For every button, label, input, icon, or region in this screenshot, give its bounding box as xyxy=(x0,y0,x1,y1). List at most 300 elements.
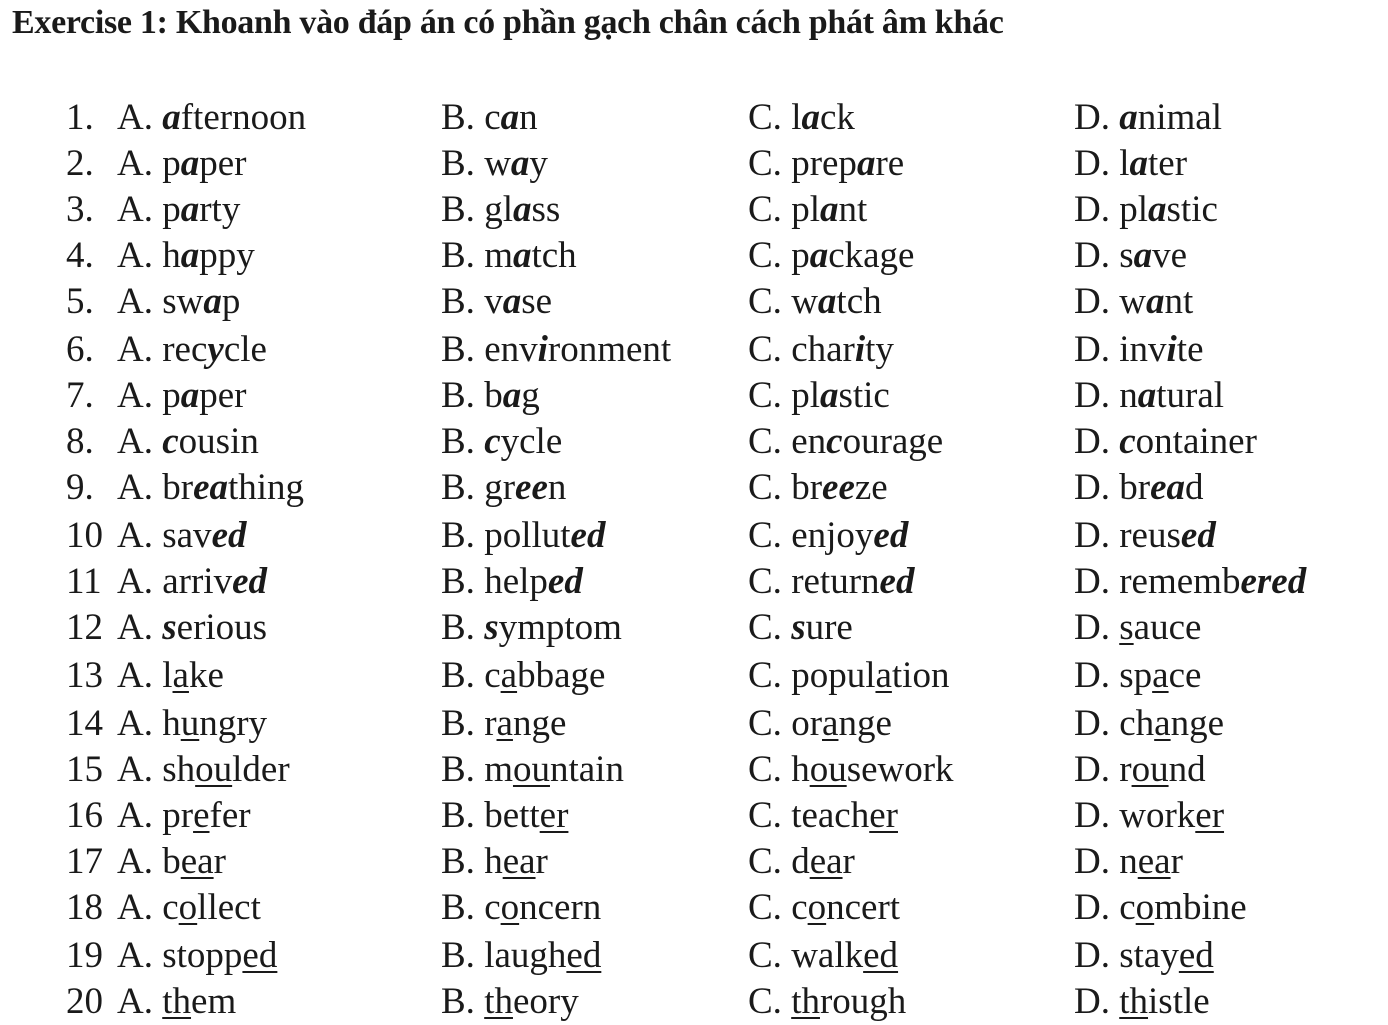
word-part: y xyxy=(529,143,548,184)
word-part: rough xyxy=(819,981,907,1022)
highlighted-letters: y xyxy=(207,329,224,370)
word-part: v xyxy=(484,281,503,322)
option-b[interactable] xyxy=(441,885,601,931)
option-d[interactable] xyxy=(1074,465,1204,511)
word-part: per xyxy=(199,143,247,184)
highlighted-letters: er xyxy=(539,795,569,836)
word-part: reus xyxy=(1119,515,1181,556)
option-b[interactable] xyxy=(441,653,605,699)
highlighted-letters: a xyxy=(809,235,829,276)
word-part: nge xyxy=(838,703,892,744)
option-a[interactable] xyxy=(117,327,267,373)
option-letter: B. xyxy=(441,887,475,928)
highlighted-letters: ed xyxy=(1178,935,1214,976)
highlighted-letters: i xyxy=(1166,329,1177,370)
option-letter: B. xyxy=(441,189,475,230)
option-letter: D. xyxy=(1074,515,1110,556)
option-c[interactable] xyxy=(748,327,894,373)
option-a[interactable] xyxy=(117,233,255,279)
option-a[interactable] xyxy=(117,979,236,1025)
question-number: 4. xyxy=(66,235,94,276)
option-a[interactable] xyxy=(117,793,251,839)
option-letter: B. xyxy=(441,375,475,416)
option-letter: D. xyxy=(1074,841,1110,882)
highlighted-letters: c xyxy=(826,421,843,462)
option-c[interactable] xyxy=(748,559,914,605)
highlighted-letters: ed xyxy=(863,935,899,976)
option-d[interactable] xyxy=(1074,95,1222,141)
question-number: 15 xyxy=(66,749,103,790)
option-letter: A. xyxy=(117,281,153,322)
option-d[interactable] xyxy=(1074,839,1183,885)
option-letter: D. xyxy=(1074,467,1110,508)
option-letter: D. xyxy=(1074,281,1110,322)
option-d[interactable] xyxy=(1074,747,1206,793)
word-part: ronment xyxy=(547,329,672,370)
option-b[interactable] xyxy=(441,559,583,605)
word-part: env xyxy=(484,329,538,370)
option-a[interactable] xyxy=(117,141,246,187)
word-part: tch xyxy=(531,235,577,276)
option-letter: C. xyxy=(748,703,782,744)
highlighted-letters: a xyxy=(180,375,200,416)
option-a[interactable] xyxy=(117,605,267,651)
question-row xyxy=(0,327,1388,373)
option-c[interactable] xyxy=(748,95,855,141)
question-number: 6. xyxy=(66,329,94,370)
option-letter: A. xyxy=(117,935,153,976)
highlighted-letters: ou xyxy=(809,749,847,790)
option-letter: C. xyxy=(748,189,782,230)
word-part: ngry xyxy=(199,703,268,744)
highlighted-letters: ed xyxy=(242,935,278,976)
word-part: en xyxy=(791,421,827,462)
option-d[interactable] xyxy=(1074,933,1214,979)
option-c[interactable] xyxy=(748,747,954,793)
option-a[interactable] xyxy=(117,419,259,465)
option-a[interactable] xyxy=(117,373,246,419)
option-c[interactable] xyxy=(748,793,898,839)
word-part: laugh xyxy=(484,935,567,976)
highlighted-letters: a xyxy=(500,97,520,138)
highlighted-letters: c xyxy=(1119,421,1136,462)
option-a[interactable] xyxy=(117,465,304,511)
word-part: c xyxy=(791,887,808,928)
option-d[interactable] xyxy=(1074,513,1216,559)
option-letter: C. xyxy=(748,749,782,790)
option-b[interactable] xyxy=(441,279,552,325)
word-part: nt xyxy=(838,189,868,230)
highlighted-letters: o xyxy=(1135,887,1155,928)
option-letter: D. xyxy=(1074,235,1110,276)
option-c[interactable] xyxy=(748,653,949,699)
word-part: nt xyxy=(1164,281,1194,322)
exercise-title: Exercise 1: Khoanh vào đáp án có phần gạch chân cách phát âm khác xyxy=(12,4,1004,41)
word-part: bett xyxy=(484,795,540,836)
word-part: br xyxy=(1119,467,1151,508)
highlighted-letters: ee xyxy=(515,467,548,508)
word-part: gl xyxy=(484,189,513,230)
option-c[interactable] xyxy=(748,933,898,979)
highlighted-letters: i xyxy=(854,329,866,370)
option-d[interactable] xyxy=(1074,605,1201,651)
highlighted-letters: ed xyxy=(566,935,602,976)
highlighted-letters: ea xyxy=(193,467,228,508)
word-part: ncern xyxy=(519,887,602,928)
option-a[interactable] xyxy=(117,701,267,747)
option-c[interactable] xyxy=(748,605,853,651)
option-a[interactable] xyxy=(117,559,267,605)
question-number: 18 xyxy=(66,887,103,928)
word-part: ve xyxy=(1152,235,1188,276)
question-number: 9. xyxy=(66,467,94,508)
option-b[interactable] xyxy=(441,513,605,559)
highlighted-letters: ea xyxy=(809,841,843,882)
option-b[interactable] xyxy=(441,141,548,187)
word-part: sp xyxy=(1119,655,1153,696)
highlighted-letters: ee xyxy=(822,467,855,508)
word-part: erious xyxy=(176,607,268,648)
option-d[interactable] xyxy=(1074,885,1247,931)
option-b[interactable] xyxy=(441,465,566,511)
option-a[interactable] xyxy=(117,885,261,931)
word-part: fer xyxy=(209,795,251,836)
option-d[interactable] xyxy=(1074,559,1306,605)
option-a[interactable] xyxy=(117,513,247,559)
word-part: n xyxy=(547,467,567,508)
option-letter: B. xyxy=(441,561,475,602)
option-b[interactable] xyxy=(441,979,579,1025)
option-b[interactable] xyxy=(441,373,540,419)
option-letter: D. xyxy=(1074,749,1110,790)
option-b[interactable] xyxy=(441,95,538,141)
highlighted-letters: er xyxy=(869,795,898,836)
option-letter: B. xyxy=(441,981,475,1022)
option-letter: C. xyxy=(748,515,782,556)
question-row xyxy=(0,279,1388,325)
highlighted-letters: a xyxy=(502,281,522,322)
word-part: g xyxy=(521,375,540,416)
option-letter: C. xyxy=(748,281,782,322)
option-d[interactable] xyxy=(1074,141,1187,187)
word-part: pl xyxy=(791,375,820,416)
option-d[interactable] xyxy=(1074,279,1193,325)
word-part: r xyxy=(213,841,226,882)
option-b[interactable] xyxy=(441,701,566,747)
word-part: ch xyxy=(1119,703,1155,744)
highlighted-letters: a xyxy=(822,703,839,744)
word-part: eory xyxy=(512,981,579,1022)
highlighted-letters: ed xyxy=(873,515,909,556)
question-number: 14 xyxy=(66,703,103,744)
question-row xyxy=(0,979,1388,1025)
highlighted-letters: a xyxy=(1137,375,1157,416)
highlighted-letters: a xyxy=(817,281,837,322)
word-part: stic xyxy=(1166,189,1218,230)
option-letter: C. xyxy=(748,841,782,882)
highlighted-letters: a xyxy=(1133,235,1153,276)
option-d[interactable] xyxy=(1074,653,1201,699)
word-part: char xyxy=(791,329,855,370)
question-row xyxy=(0,141,1388,187)
word-part: ce xyxy=(1168,655,1202,696)
word-part: c xyxy=(484,97,501,138)
option-letter: A. xyxy=(117,655,153,696)
option-c[interactable] xyxy=(748,701,892,747)
highlighted-letters: o xyxy=(178,887,198,928)
question-row xyxy=(0,559,1388,605)
word-part: stopp xyxy=(162,935,243,976)
option-a[interactable] xyxy=(117,747,290,793)
word-part: s xyxy=(1119,235,1134,276)
word-part: pr xyxy=(162,795,194,836)
question-row xyxy=(0,605,1388,651)
word-part: p xyxy=(162,143,181,184)
word-part: c xyxy=(484,655,501,696)
word-part: em xyxy=(191,981,237,1022)
option-c[interactable] xyxy=(748,279,882,325)
word-part: ousin xyxy=(178,421,259,462)
option-letter: C. xyxy=(748,887,782,928)
word-part: or xyxy=(791,703,823,744)
word-part: tural xyxy=(1156,375,1225,416)
highlighted-letters: s xyxy=(162,607,177,648)
option-b[interactable] xyxy=(441,747,624,793)
option-b[interactable] xyxy=(441,187,560,233)
question-row xyxy=(0,653,1388,699)
option-letter: A. xyxy=(117,841,153,882)
option-a[interactable] xyxy=(117,933,277,979)
highlighted-letters: a xyxy=(1148,189,1167,230)
highlighted-letters: ea xyxy=(502,841,536,882)
word-part: ymptom xyxy=(498,607,622,648)
option-letter: B. xyxy=(441,143,475,184)
word-part: popul xyxy=(791,655,876,696)
option-letter: B. xyxy=(441,749,475,790)
highlighted-letters: a xyxy=(180,143,200,184)
highlighted-letters: a xyxy=(1154,703,1171,744)
word-part: ter xyxy=(1148,143,1188,184)
word-part: p xyxy=(162,375,181,416)
word-part: pollut xyxy=(484,515,571,556)
option-letter: B. xyxy=(441,467,475,508)
highlighted-letters: a xyxy=(180,189,200,230)
option-letter: D. xyxy=(1074,143,1110,184)
highlighted-letters: s xyxy=(484,607,499,648)
word-part: ckage xyxy=(828,235,915,276)
word-part: te xyxy=(1176,329,1204,370)
question-row xyxy=(0,793,1388,839)
highlighted-letters: a xyxy=(1145,281,1165,322)
option-a[interactable] xyxy=(117,187,240,233)
word-part: sework xyxy=(846,749,954,790)
word-part: nd xyxy=(1168,749,1206,790)
option-letter: C. xyxy=(748,329,782,370)
question-number: 16 xyxy=(66,795,103,836)
highlighted-letters: a xyxy=(203,281,222,322)
option-b[interactable] xyxy=(441,327,671,373)
word-part: ss xyxy=(531,189,561,230)
option-b[interactable] xyxy=(441,605,622,651)
option-c[interactable] xyxy=(748,885,900,931)
option-a[interactable] xyxy=(117,279,240,325)
option-letter: D. xyxy=(1074,981,1110,1022)
option-a[interactable] xyxy=(117,653,224,699)
word-part: gr xyxy=(484,467,516,508)
option-a[interactable] xyxy=(117,95,306,141)
option-letter: D. xyxy=(1074,795,1110,836)
highlighted-letters: a xyxy=(500,655,518,696)
word-part: stic xyxy=(838,375,890,416)
option-letter: D. xyxy=(1074,561,1110,602)
highlighted-letters: ed xyxy=(1180,515,1216,556)
word-part: p xyxy=(791,235,810,276)
option-letter: A. xyxy=(117,143,153,184)
option-d[interactable] xyxy=(1074,233,1187,279)
highlighted-letters: ea xyxy=(1137,841,1171,882)
option-c[interactable] xyxy=(748,465,888,511)
question-number: 20 xyxy=(66,981,103,1022)
option-letter: B. xyxy=(441,515,475,556)
question-number: 19 xyxy=(66,935,103,976)
question-row xyxy=(0,95,1388,141)
option-letter: D. xyxy=(1074,329,1110,370)
question-row xyxy=(0,885,1388,931)
question-row xyxy=(0,187,1388,233)
word-part: p xyxy=(221,281,241,322)
highlighted-letters: th xyxy=(791,981,820,1022)
option-letter: C. xyxy=(748,935,782,976)
word-part: h xyxy=(162,703,181,744)
highlighted-letters: a xyxy=(1119,97,1138,138)
highlighted-letters: a xyxy=(496,703,513,744)
word-part: istle xyxy=(1148,981,1210,1022)
option-letter: A. xyxy=(117,795,153,836)
word-part: per xyxy=(199,375,247,416)
option-d[interactable] xyxy=(1074,327,1204,373)
word-part: ty xyxy=(865,329,894,370)
question-number: 8. xyxy=(66,421,94,462)
option-letter: B. xyxy=(441,935,475,976)
word-part: tch xyxy=(836,281,882,322)
option-b[interactable] xyxy=(441,419,562,465)
word-part: sh xyxy=(162,749,196,790)
option-b[interactable] xyxy=(441,793,568,839)
word-part: ontainer xyxy=(1135,421,1257,462)
option-letter: A. xyxy=(117,189,153,230)
word-part: l xyxy=(1119,143,1130,184)
option-letter: C. xyxy=(748,143,782,184)
word-part: ure xyxy=(805,607,853,648)
word-part: c xyxy=(1119,887,1136,928)
option-b[interactable] xyxy=(441,233,577,279)
word-part: h xyxy=(791,749,810,790)
option-letter: A. xyxy=(117,981,153,1022)
word-part: sw xyxy=(162,281,204,322)
word-part: br xyxy=(162,467,194,508)
option-c[interactable] xyxy=(748,187,867,233)
option-c[interactable] xyxy=(748,141,904,187)
option-a[interactable] xyxy=(117,839,226,885)
option-b[interactable] xyxy=(441,839,548,885)
word-part: l xyxy=(791,97,802,138)
word-part: r xyxy=(842,841,855,882)
word-part: walk xyxy=(791,935,864,976)
highlighted-letters: ou xyxy=(512,749,550,790)
option-letter: C. xyxy=(748,235,782,276)
option-d[interactable] xyxy=(1074,419,1257,465)
word-part: pl xyxy=(791,189,820,230)
highlighted-letters: a xyxy=(512,235,532,276)
word-part: ncert xyxy=(826,887,901,928)
option-d[interactable] xyxy=(1074,979,1210,1025)
word-part: nge xyxy=(1170,703,1225,744)
option-c[interactable] xyxy=(748,839,855,885)
word-part: c xyxy=(484,887,501,928)
option-letter: C. xyxy=(748,375,782,416)
highlighted-letters: ou xyxy=(195,749,233,790)
option-letter: C. xyxy=(748,421,782,462)
option-letter: B. xyxy=(441,607,475,648)
option-letter: D. xyxy=(1074,97,1110,138)
option-letter: B. xyxy=(441,97,475,138)
word-part: teach xyxy=(791,795,870,836)
highlighted-letters: ed xyxy=(547,561,583,602)
option-d[interactable] xyxy=(1074,793,1224,839)
highlighted-letters: a xyxy=(510,143,530,184)
option-d[interactable] xyxy=(1074,701,1224,747)
option-letter: A. xyxy=(117,607,153,648)
option-c[interactable] xyxy=(748,233,914,279)
word-part: tion xyxy=(891,655,950,696)
question-number: 11 xyxy=(66,561,102,602)
word-part: nge xyxy=(512,703,567,744)
highlighted-letters: th xyxy=(162,981,192,1022)
option-letter: C. xyxy=(748,561,782,602)
word-part: sav xyxy=(162,515,212,556)
option-c[interactable] xyxy=(748,979,906,1025)
option-letter: A. xyxy=(117,749,153,790)
highlighted-letters: a xyxy=(856,143,876,184)
option-letter: B. xyxy=(441,421,475,462)
option-letter: D. xyxy=(1074,935,1110,976)
word-part: fternoon xyxy=(180,97,307,138)
question-number: 1. xyxy=(66,97,94,138)
word-part: l xyxy=(162,655,173,696)
option-d[interactable] xyxy=(1074,373,1224,419)
option-letter: B. xyxy=(441,329,475,370)
word-part: prep xyxy=(791,143,857,184)
highlighted-letters: u xyxy=(180,703,200,744)
option-d[interactable] xyxy=(1074,187,1218,233)
question-number: 7. xyxy=(66,375,94,416)
highlighted-letters: o xyxy=(500,887,520,928)
question-number: 17 xyxy=(66,841,103,882)
highlighted-letters: a xyxy=(801,97,820,138)
option-b[interactable] xyxy=(441,933,601,979)
word-part: d xyxy=(1185,467,1204,508)
word-part: ycle xyxy=(500,421,563,462)
highlighted-letters: s xyxy=(1119,607,1134,648)
option-letter: A. xyxy=(117,329,153,370)
question-row xyxy=(0,419,1388,465)
option-c[interactable] xyxy=(748,513,908,559)
highlighted-letters: ed xyxy=(211,515,247,556)
option-c[interactable] xyxy=(748,419,943,465)
word-part: return xyxy=(791,561,880,602)
option-c[interactable] xyxy=(748,373,890,419)
highlighted-letters: ered xyxy=(1240,561,1307,602)
